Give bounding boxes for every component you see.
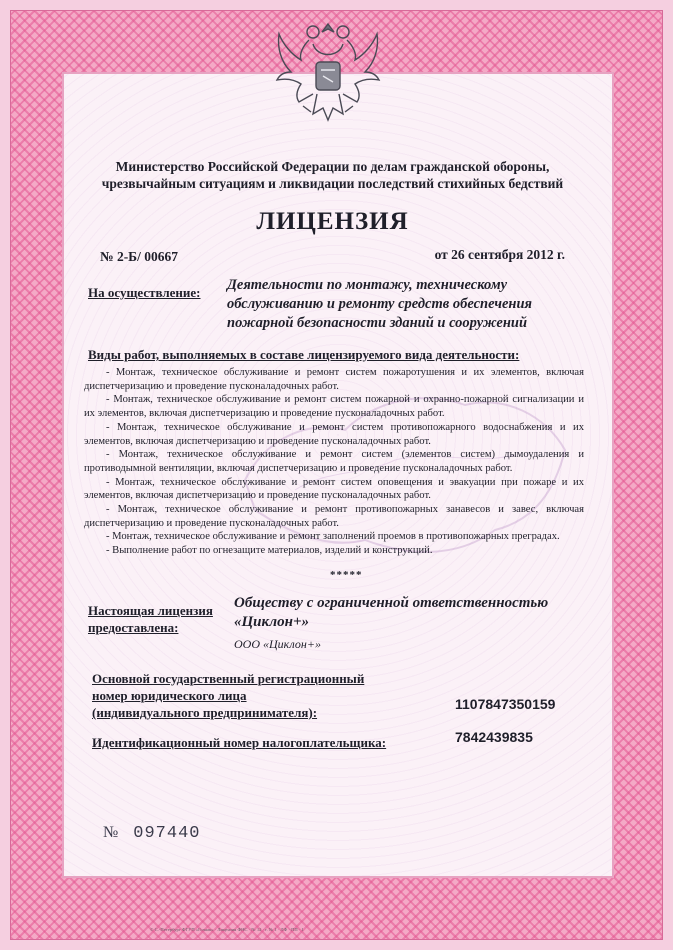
organization-name: Обществу с ограниченной ответственностью «Циклон+» [234, 595, 549, 630]
granted-label-line-1: Настоящая лицензия [88, 603, 213, 618]
organization-short-name: ООО «Циклон+» [234, 637, 321, 651]
ministry-name [60, 158, 605, 192]
blank-serial-prefix: № [103, 824, 120, 841]
work-item: - Монтаж, техническое обслуживание и ремонт заполнений проемов в противопожарных преградах. [106, 531, 560, 543]
activity-text: Деятельности по монтажу, техническому обслуживанию и ремонту средств обеспечения пожарной безопасности зданий и сооружений [227, 277, 532, 331]
inn-value: 7842439835 [455, 729, 533, 745]
works-list [84, 366, 584, 558]
ogrn-value: 1107847350159 [455, 696, 556, 712]
works-heading: Виды работ, выполняемых в составе лицензируемого вида деятельности: [88, 347, 520, 362]
work-item: - Монтаж, техническое обслуживание и ремонт систем противопожарного водоснабжения и их элементов, включая диспетчеризацию и проведение пусконаладочных работ. [84, 421, 584, 447]
inn-label: Идентификационный номер налогоплательщика: [92, 735, 387, 750]
work-item: - Монтаж, техническое обслуживание и ремонт систем пожарной и охранно-пожарной сигнализации и их элементов, включая диспетчеризацию и проведение пусконаладочных работ. [84, 394, 584, 420]
license-date: от 26 сентября 2012 г. [434, 247, 565, 262]
document-title: ЛИЦЕНЗИЯ [256, 208, 409, 235]
work-item: - Монтаж, техническое обслуживание и ремонт систем (элементов систем) дымоудаления и противодымной вентиляции, включая диспетчеризацию и проведение пусконаладочных работ. [84, 449, 584, 474]
blank-serial-number [103, 824, 200, 843]
work-item: - Выполнение работ по огнезащите материалов, изделий и конструкций. [106, 545, 433, 557]
ministry-line-1: Министерство Российской Федерации по делам гражданской обороны, [115, 159, 550, 174]
ogrn-label-line-3: (индивидуального предпринимателя): [92, 705, 318, 720]
activity-label: На осуществление: [88, 285, 201, 300]
blank-serial-value: 097440 [133, 824, 201, 843]
granted-label [88, 602, 213, 636]
ogrn-label-line-2: номер юридического лица [92, 688, 247, 703]
work-item: - Монтаж, техническое обслуживание и ремонт систем оповещения и эвакуации при пожаре и их элементов, включая диспетчеризацию и проведение пусконаладочных работ. [84, 476, 584, 502]
ogrn-label [92, 670, 364, 721]
license-number: № 2-Б/ 00667 [100, 249, 178, 264]
granted-label-line-2: предоставлена: [88, 620, 179, 635]
ministry-line-2: чрезвычайным ситуациям и ликвидации последствий стихийных бедствий [101, 176, 564, 191]
work-item: - Монтаж, техническое обслуживание и ремонт систем пожаротушения и их элементов, включая диспетчеризацию и проведение пусконаладочных работ. [84, 367, 584, 392]
ogrn-label-line-1: Основной государственный регистрационный [92, 671, 365, 686]
coat-of-arms-icon [273, 14, 383, 130]
printer-footer: © С.-Петербург ФГУП «Гознак» · Лицензия ФНС · № 12 · г. № 1 · ЛФ · ПП · 1 [150, 927, 304, 932]
work-item: - Монтаж, техническое обслуживание и ремонт противопожарных занавесов и завес, включая диспетчеризацию и проведение пусконаладочных работ. [84, 504, 584, 529]
end-mark: ***** [330, 569, 363, 581]
